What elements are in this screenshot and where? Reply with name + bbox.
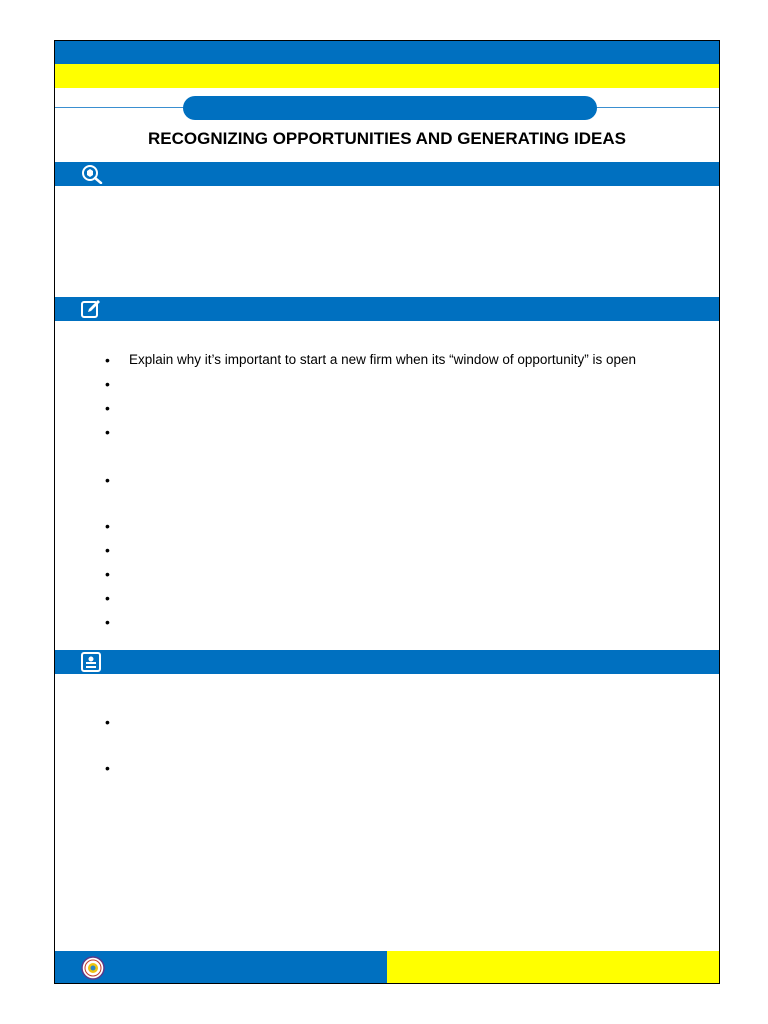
header-blue-band — [55, 41, 719, 64]
magnifier-icon — [79, 164, 105, 184]
document-icon — [79, 652, 105, 672]
list-item: • — [105, 542, 110, 558]
list-item: • — [105, 400, 110, 416]
footer-yellow-band — [387, 951, 720, 984]
list-item: • — [105, 424, 110, 440]
list-item: • — [105, 376, 110, 392]
list-item: • — [105, 714, 110, 730]
section-bar-overview — [55, 162, 719, 186]
list-item: • — [105, 518, 110, 534]
list-item: • — [105, 590, 110, 606]
page-title: RECOGNIZING OPPORTUNITIES AND GENERATING IDEAS — [148, 129, 626, 148]
header-yellow-band — [55, 64, 719, 88]
document-page — [54, 40, 720, 984]
edit-icon — [79, 299, 105, 319]
list-item: • Explain why it’s important to start a new firm when its “window of opportunity” is open — [105, 352, 636, 368]
list-item: • — [105, 472, 110, 488]
section-bar-objectives — [55, 297, 719, 321]
university-seal-icon — [81, 956, 105, 980]
header-pill — [183, 96, 597, 120]
list-item: • — [105, 614, 110, 630]
list-item: • — [105, 566, 110, 582]
list-item: • — [105, 760, 110, 776]
section-bar-content — [55, 650, 719, 674]
